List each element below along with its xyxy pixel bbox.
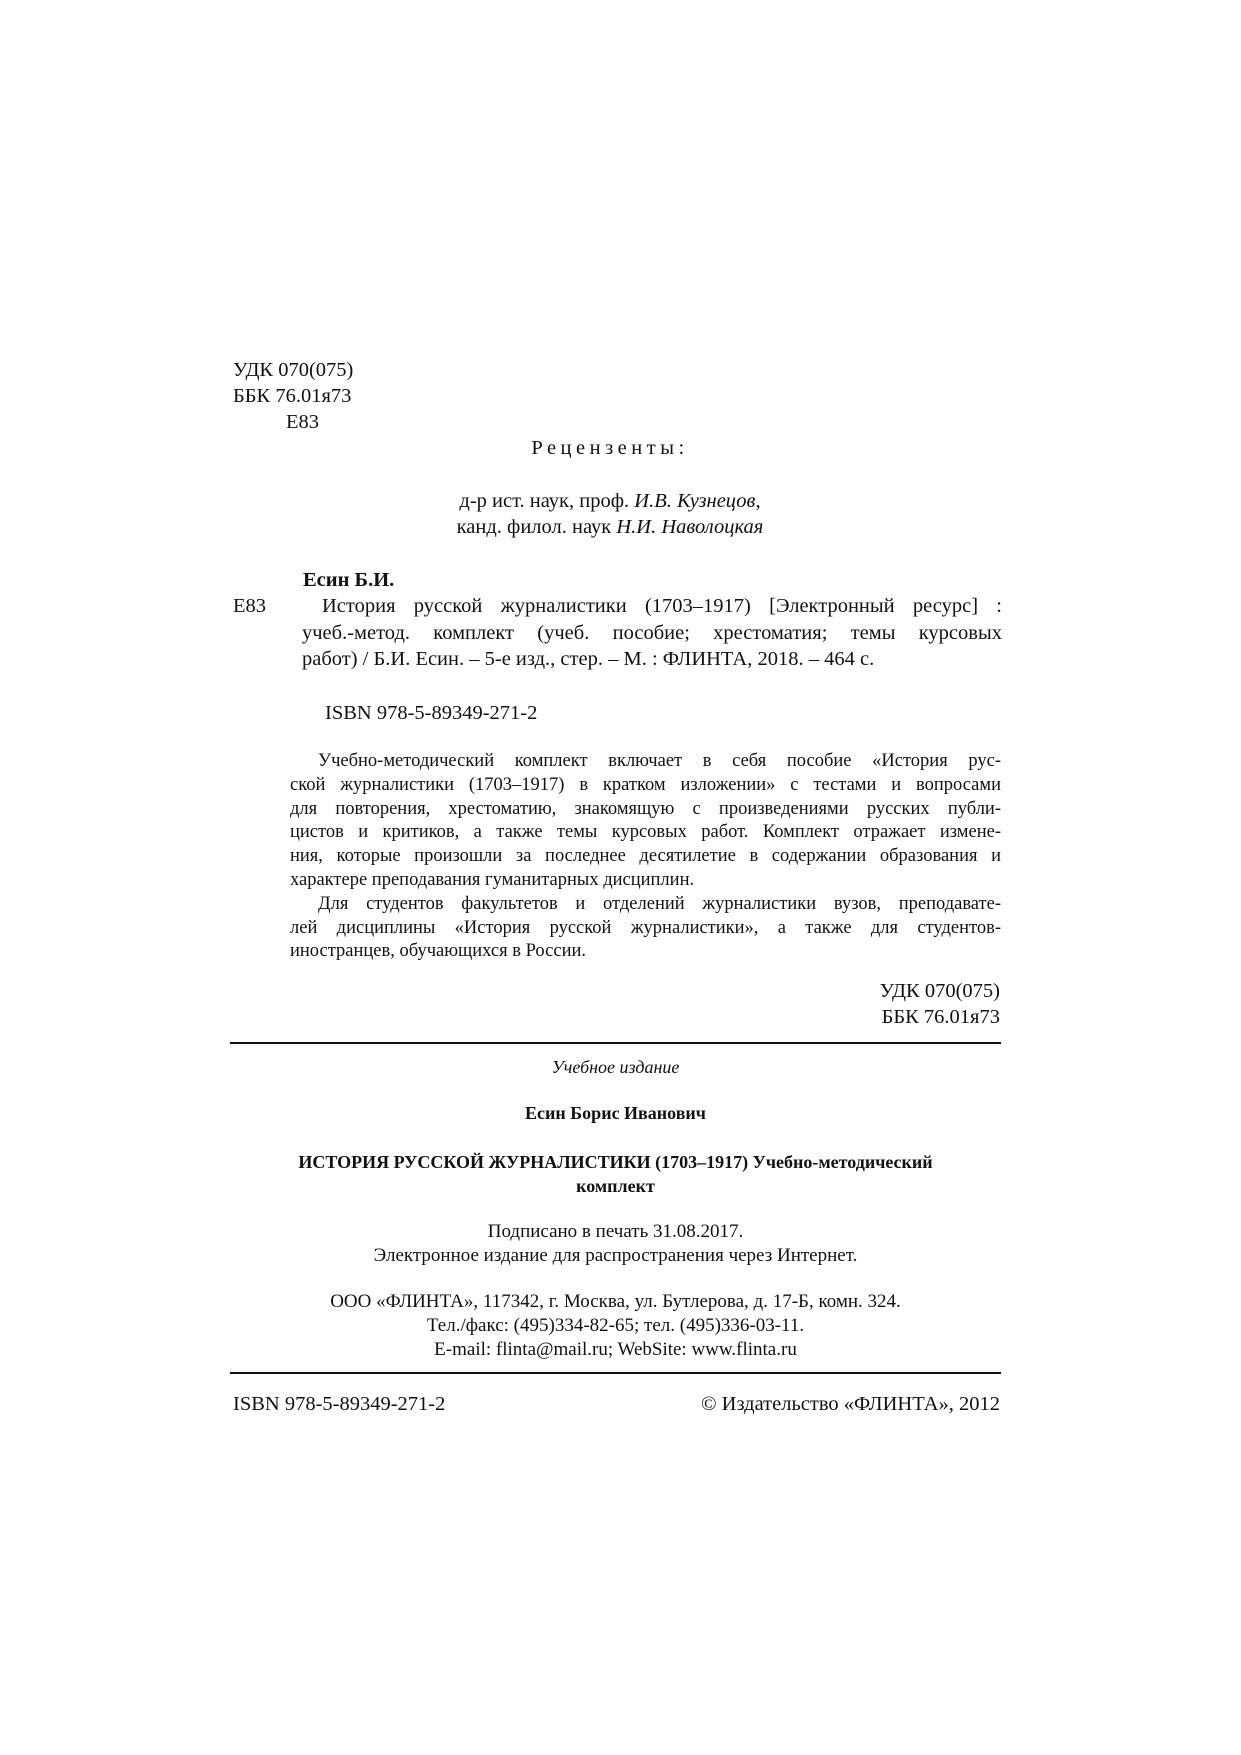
annotation-line: для повторения, хрестоматию, знакомящую с произведениями русских публи- — [290, 798, 1001, 819]
bbk-code: ББК 76.01я73 — [233, 385, 352, 407]
reviewer-2-name: Н.И. Наволоцкая — [616, 516, 764, 538]
annotation-line: характере преподавания гуманитарных дисциплин. — [290, 869, 695, 890]
footer-copyright: © Издательство «ФЛИНТА», 2012 — [700, 1393, 1000, 1415]
bib-description — [302, 593, 1002, 673]
bib-line-2: учеб.-метод. комплект (учеб. пособие; хрестоматия; темы курсовых — [302, 621, 1002, 644]
annotation-line: иностранцев, обучающихся в России. — [290, 941, 586, 962]
reviewer-1-degree: д-р ист. наук, проф. — [459, 490, 635, 512]
reviewer-1-comma: , — [755, 490, 761, 512]
publisher-phone: Тел./факс: (495)334-82-65; тел. (495)336-03-11. — [426, 1315, 805, 1336]
reviewer-1-name: И.В. Кузнецов — [634, 490, 756, 512]
divider-bottom — [230, 1372, 1001, 1374]
book-title-line-1: ИСТОРИЯ РУССКОЙ ЖУРНАЛИСТИКИ (1703–1917) Учебно-методический — [298, 1152, 933, 1172]
annotation-line: Учебно-методический комплект включает в себя пособие «История рус- — [318, 751, 1001, 771]
annotation-line: ния, которые произошли за последнее десятилетие в содержании образования и — [290, 846, 1001, 867]
publisher-address: ООО «ФЛИНТА», 117342, г. Москва, ул. Бутлерова, д. 17-Б, комн. 324. — [330, 1291, 901, 1312]
bib-line-1: История русской журналистики (1703–1917) [Электронный ресурс] : — [322, 595, 1002, 617]
publisher-contacts: E-mail: flinta@mail.ru; WebSite: www.flinta.ru — [434, 1339, 797, 1360]
annotation-udk: УДК 070(075) — [879, 980, 1000, 1002]
annotation-line: цистов и критиков, а также темы курсовых работ. Комплект отражает измене- — [290, 822, 1001, 843]
reviewers-heading: Рецензенты: — [531, 437, 689, 459]
annotation-line: ской журналистики (1703–1917) в кратком изложении» с тестами и вопросами — [290, 774, 1001, 795]
bib-author: Есин Б.И. — [303, 569, 395, 591]
bib-isbn: ISBN 978-5-89349-271-2 — [325, 702, 538, 724]
annotation-bbk: ББК 76.01я73 — [881, 1006, 1000, 1028]
edition-type: Учебное издание — [551, 1057, 680, 1077]
reviewer-2 — [300, 514, 920, 540]
author-full-name: Есин Борис Иванович — [525, 1103, 706, 1123]
annotation-line: лей дисциплины «История русской журналистики», а также для студентов- — [290, 917, 1001, 938]
divider-top — [230, 1042, 1001, 1044]
annotation-line: Для студентов факультетов и отделений журналистики вузов, преподавате- — [318, 893, 1001, 914]
reviewer-1 — [300, 488, 920, 514]
author-mark: Е83 — [286, 411, 320, 433]
footer-isbn: ISBN 978-5-89349-271-2 — [233, 1393, 446, 1415]
bib-mark: Е83 — [233, 595, 267, 617]
udk-code: УДК 070(075) — [233, 359, 354, 381]
bib-line-3: работ) / Б.И. Есин. – 5-е изд., стер. – М. : ФЛИНТА, 2018. – 464 с. — [302, 648, 875, 670]
book-title-line-2: комплект — [576, 1176, 655, 1196]
reviewer-2-degree: канд. филол. наук — [456, 516, 617, 538]
distribution-note: Электронное издание для распространения через Интернет. — [373, 1245, 858, 1266]
signed-date: Подписано в печать 31.08.2017. — [487, 1221, 744, 1242]
annotation — [290, 750, 1001, 964]
